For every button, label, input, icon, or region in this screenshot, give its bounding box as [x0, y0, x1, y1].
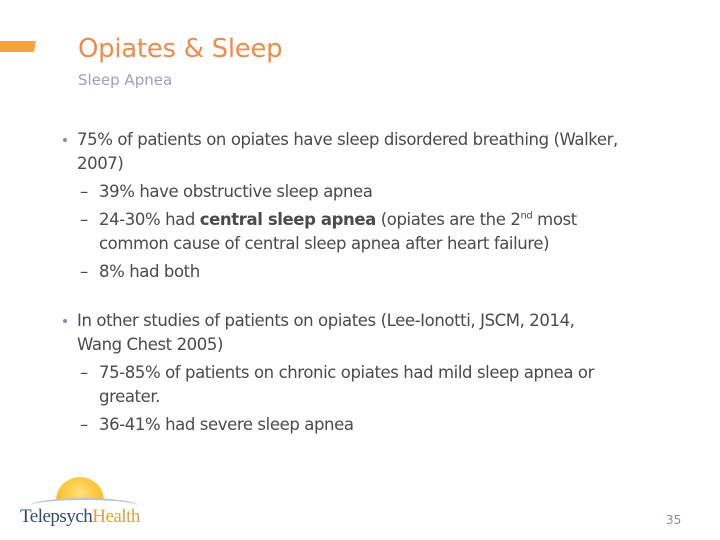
page-number: 35	[666, 513, 682, 527]
emphasis-text: central sleep apnea	[199, 210, 376, 229]
slide-subtitle: Sleep Apnea	[78, 71, 173, 89]
dash-icon: –	[80, 262, 88, 281]
dash-icon: –	[80, 182, 88, 201]
sub-bullet-item: – 39% have obstructive sleep apnea	[62, 180, 622, 204]
bullet-item: In other studies of patients on opiates (Lee-Ionotti, JSCM, 2014, Wang Chest 2005)	[62, 309, 622, 357]
telepsychhealth-logo	[20, 476, 145, 531]
slide-title: Opiates & Sleep	[78, 34, 283, 64]
sub-bullet-item: – 8% had both	[62, 260, 622, 284]
logo-text: TelepsychHealth	[20, 506, 140, 527]
sub-bullet-item: – 75-85% of patients on chronic opiates had mild sleep apnea or greater.	[80, 363, 594, 406]
horizon-line	[30, 498, 138, 506]
dash-icon: –	[80, 415, 88, 434]
sub-bullet-item: – 36-41% had severe sleep apnea	[62, 413, 622, 437]
accent-bar	[0, 41, 36, 52]
dash-icon: –	[80, 363, 88, 382]
dash-icon: –	[80, 210, 88, 229]
slide-content	[62, 128, 622, 437]
sub-bullet-item: – 24-30% had central sleep apnea (opiates are the 2nd most common cause of central sleep apnea after heart failure)	[80, 210, 577, 253]
bullet-item: 75% of patients on opiates have sleep disordered breathing (Walker, 2007)	[62, 128, 622, 176]
